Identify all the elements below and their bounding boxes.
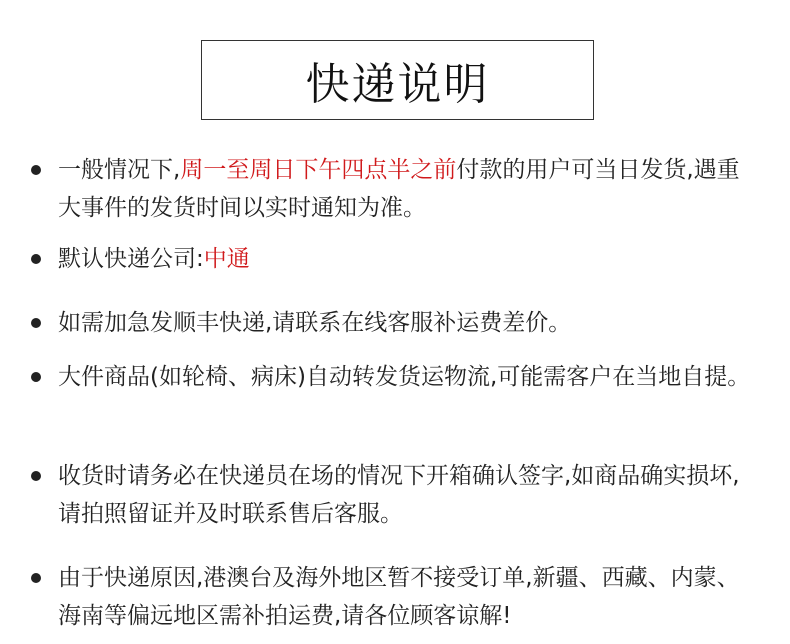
item-text: 大件商品(如轮椅、病床)自动转发货运物流,可能需客户在当地自提。 [58, 364, 751, 390]
item-text: 如需加急发顺丰快递,请联系在线客服补运费差价。 [58, 310, 572, 336]
list-item [58, 457, 758, 533]
item-text: 默认快递公司: [58, 246, 204, 272]
highlight-text: 中通 [203, 246, 250, 272]
item-text: 一般情况下, [58, 157, 181, 183]
item-text: 付款的用户可当日发货,遇重大事件的发货时间以实时通知为准。 [58, 157, 740, 221]
list-item [58, 358, 758, 396]
bullet-icon [31, 372, 41, 382]
item-text: 收货时请务必在快递员在场的情况下开箱确认签字,如商品确实损坏,请拍照留证并及时联系售后客服。 [58, 463, 740, 527]
bullet-icon [31, 254, 41, 264]
list-item [58, 559, 758, 635]
list-item [58, 151, 758, 227]
list-item [58, 240, 758, 278]
bullet-icon [31, 318, 41, 328]
item-text: 由于快递原因,港澳台及海外地区暂不接受订单,新疆、西藏、内蒙、海南等偏远地区需补拍运费,请各位顾客谅解! [58, 565, 740, 629]
highlight-text: 周一至周日下午四点半之前 [180, 157, 457, 183]
list-item [58, 304, 758, 342]
title-box [201, 40, 594, 120]
bullet-icon [31, 573, 41, 583]
bullet-icon [31, 165, 41, 175]
bullet-icon [31, 471, 41, 481]
page-title: 快递说明 [305, 59, 490, 110]
